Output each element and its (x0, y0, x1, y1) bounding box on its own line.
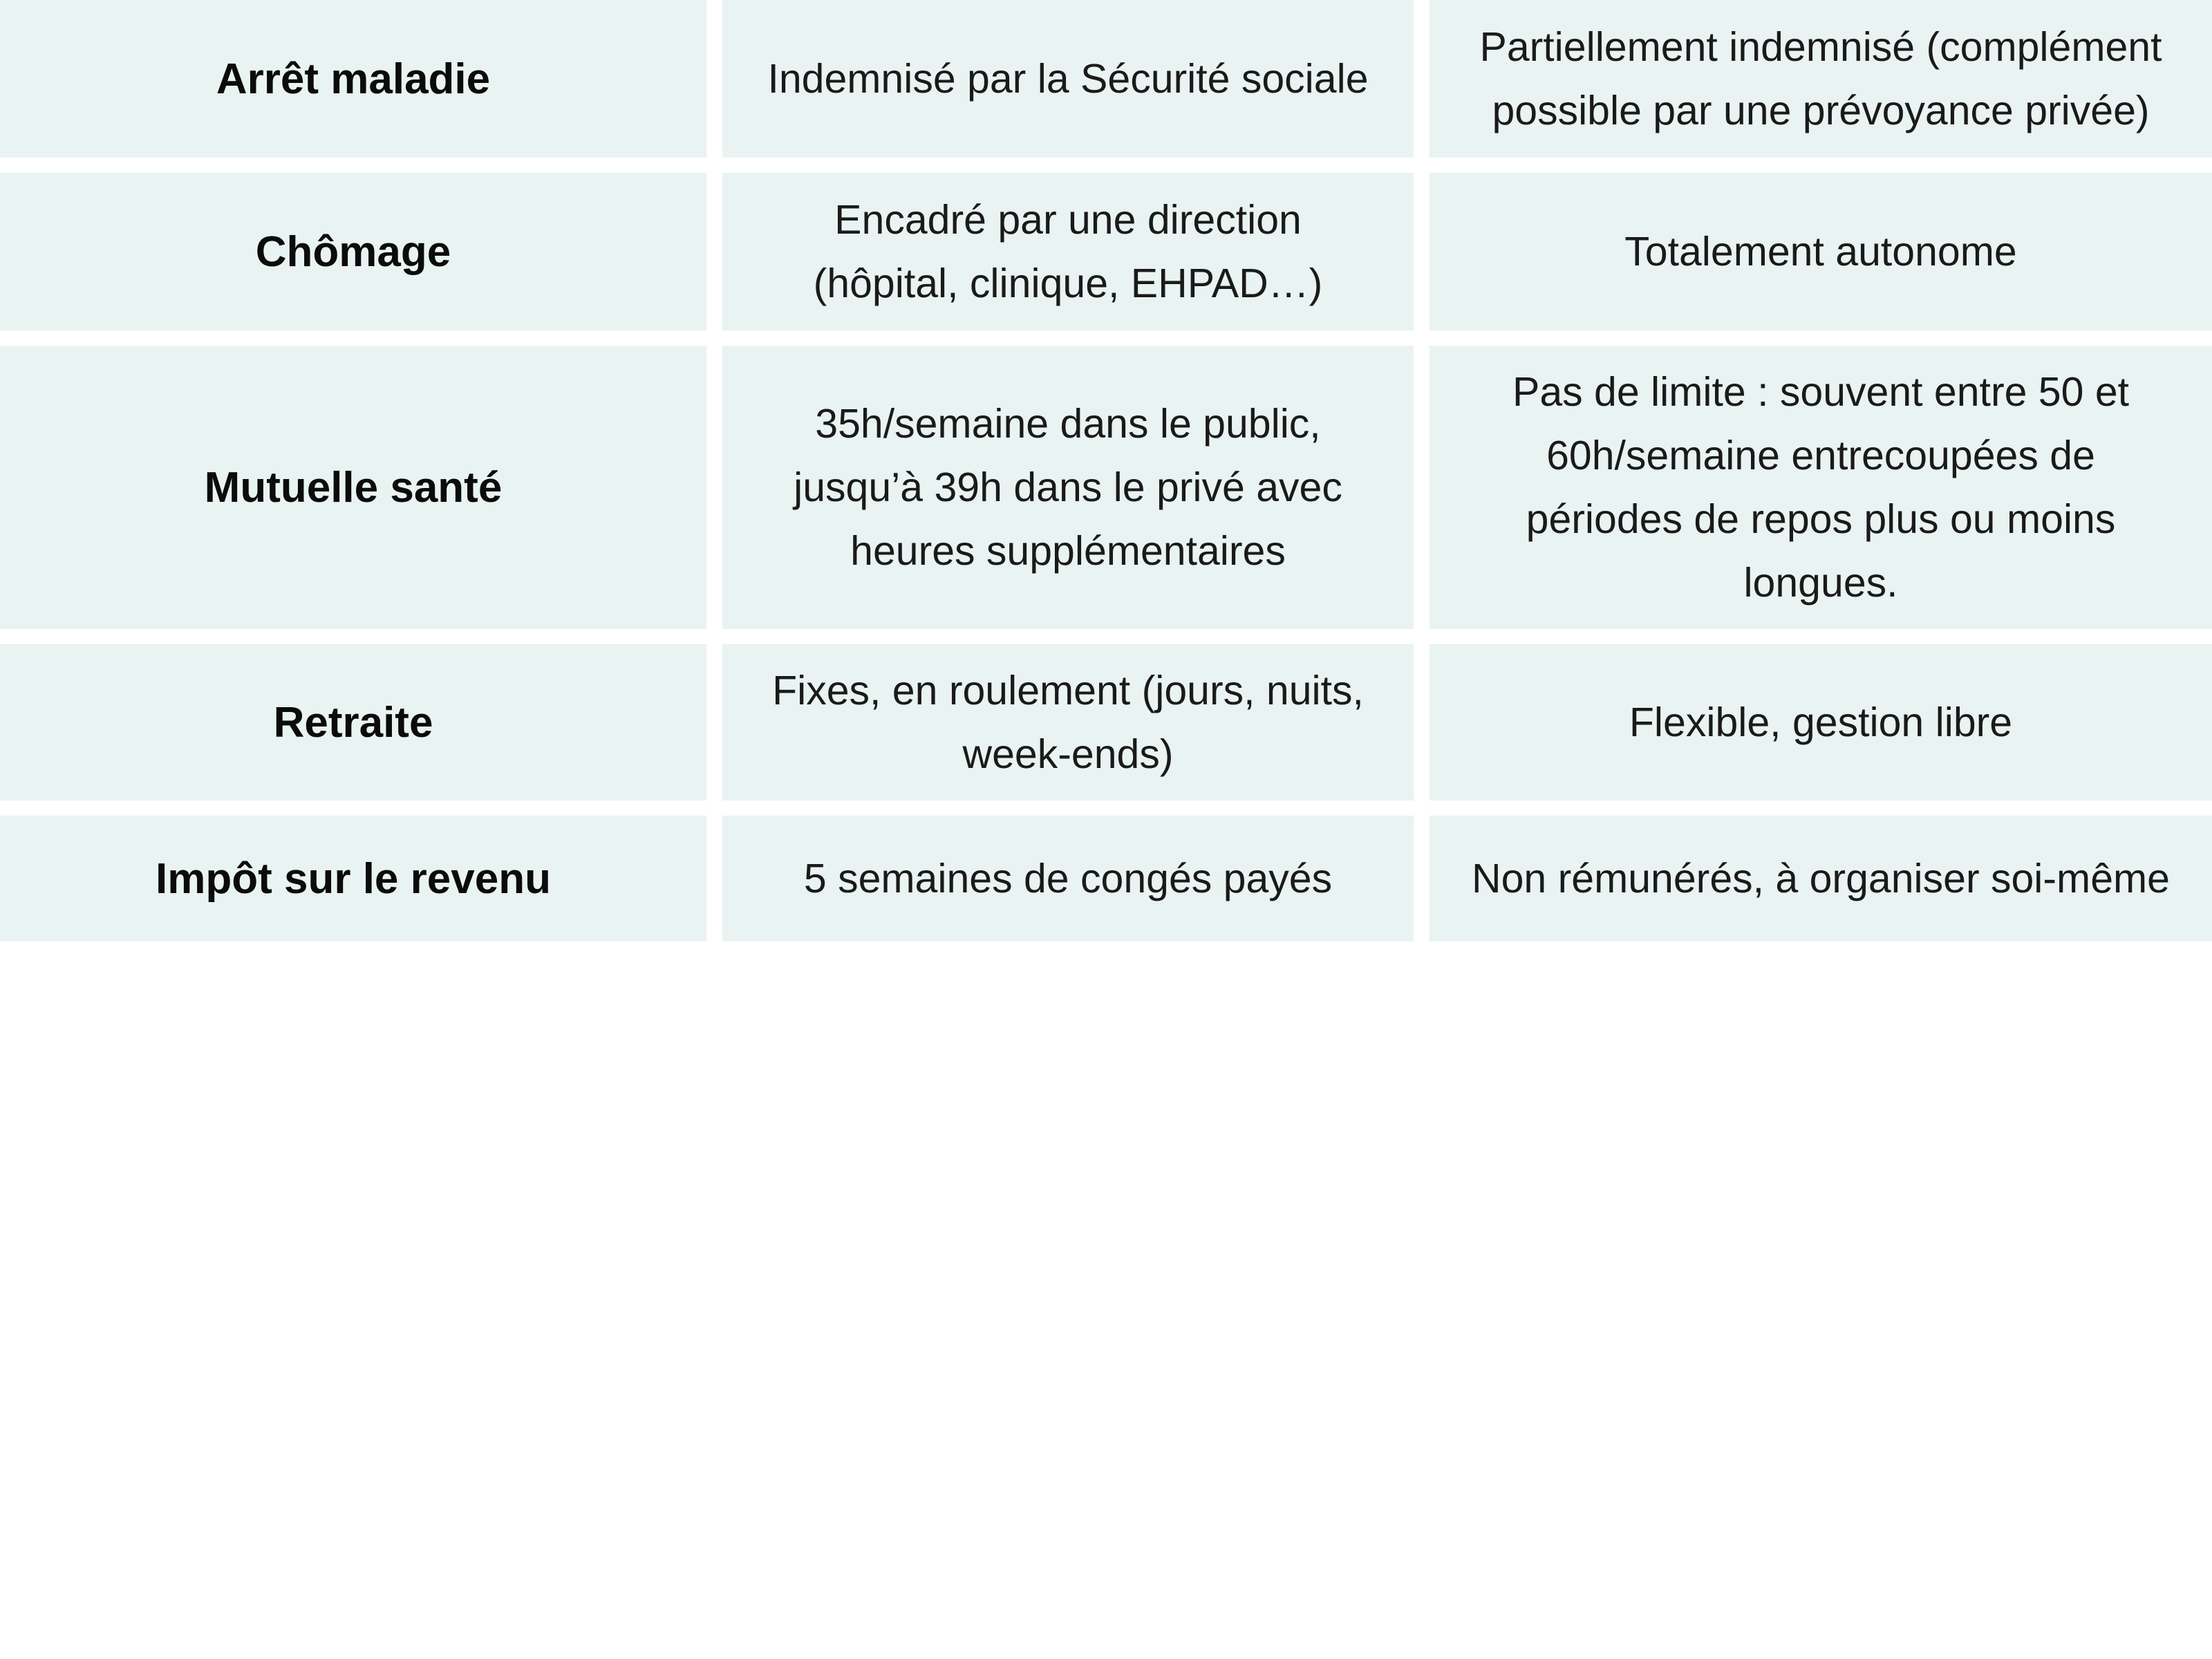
cell-text: Indemnisé par la Sécurité sociale (767, 56, 1369, 102)
table-cell (1430, 0, 2212, 158)
cell-text: 5 semaines de congés payés (803, 856, 1333, 901)
cell-text: 35h/semaine dans le public, jusqu’à 39h dans le privé avec heures supplémentaires (794, 401, 1342, 574)
table-cell (1430, 173, 2212, 330)
cell-text: Partiellement indemnisé (complément possible par une prévoyance privée) (1479, 24, 2162, 133)
table-row (0, 816, 2212, 941)
row-label (0, 346, 706, 629)
row-label (0, 816, 706, 941)
row-label-text: Chômage (255, 227, 451, 276)
table-row (0, 173, 2212, 330)
row-label-text: Arrêt maladie (216, 55, 491, 103)
cell-text: Non rémunérés, à organiser soi-même (1472, 856, 2170, 901)
table-cell (722, 644, 1414, 800)
table-row (0, 346, 2212, 629)
table-row (0, 644, 2212, 800)
table-cell (1430, 346, 2212, 629)
table-cell (1430, 644, 2212, 800)
row-label-text: Retraite (273, 698, 433, 747)
table-cell (722, 346, 1414, 629)
cell-text: Flexible, gestion libre (1629, 700, 2013, 745)
table-cell (1430, 816, 2212, 941)
row-label (0, 0, 706, 158)
cell-text: Encadré par une direction (hôpital, clinique, EHPAD…) (813, 197, 1323, 306)
table-row (0, 0, 2212, 158)
cell-text: Fixes, en roulement (jours, nuits, week-ends) (772, 668, 1364, 777)
cell-text: Totalement autonome (1624, 229, 2017, 274)
row-label-text: Mutuelle santé (204, 463, 503, 512)
row-label (0, 173, 706, 330)
row-label (0, 644, 706, 800)
table-cell (722, 816, 1414, 941)
cell-text: Pas de limite : souvent entre 50 et 60h/semaine entrecoupées de périodes de repos plus ou moins longues. (1512, 369, 2130, 606)
table-cell (722, 0, 1414, 158)
table-cell (722, 173, 1414, 330)
row-label-text: Impôt sur le revenu (156, 854, 551, 903)
